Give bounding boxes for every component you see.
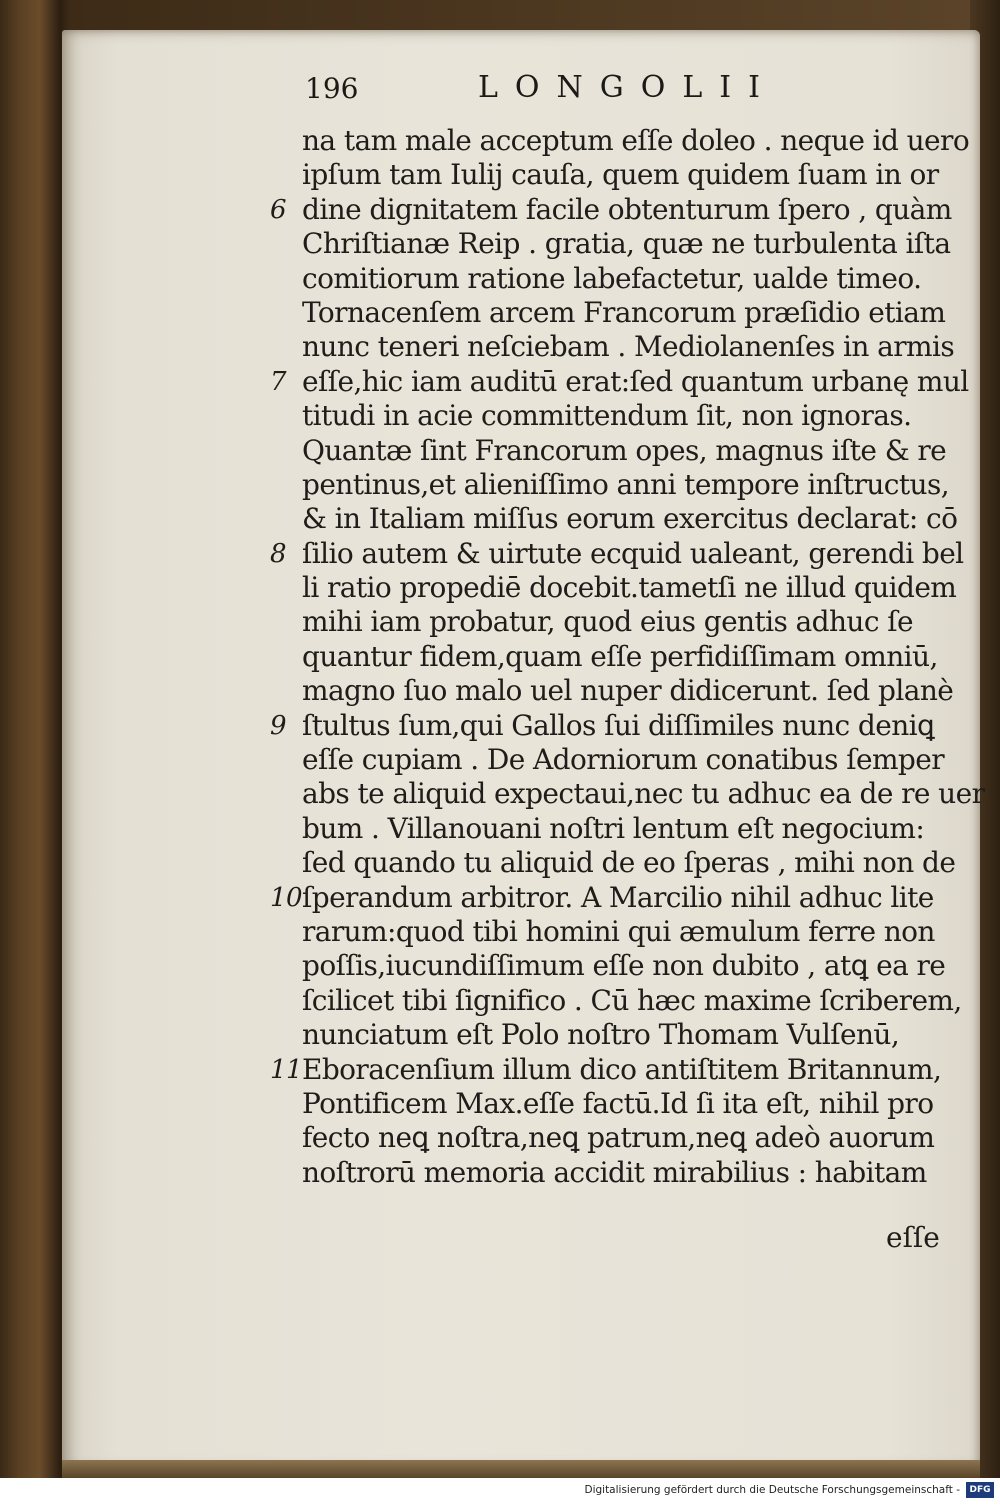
text-line — [302, 330, 955, 364]
text-line — [302, 812, 952, 846]
text-line — [302, 846, 956, 880]
text-line — [302, 777, 985, 811]
text-line — [302, 743, 952, 777]
page-bottom-edge — [62, 1460, 980, 1478]
text-line — [302, 124, 970, 158]
line-text: eſſe,hic iam auditū erat:ſed quantum urbanę mul — [302, 364, 969, 398]
line-text: nunciatum eſt Polo noſtro Thomam Vulſenū, — [302, 1018, 900, 1052]
text-line — [302, 571, 957, 605]
line-text: rarum:quod tibi homini qui æmulum ferre non — [302, 914, 935, 948]
text-line — [302, 262, 952, 296]
text-line — [302, 468, 952, 502]
footer-credit: Digitalisierung gefördert durch die Deutsche Forschungsgemeinschaft - — [584, 1484, 960, 1496]
line-text: mihi iam probatur, quod eius gentis adhuc ſe — [302, 605, 913, 639]
text-line — [270, 536, 964, 571]
text-line — [302, 296, 952, 330]
text-line — [302, 1018, 952, 1052]
text-block — [270, 124, 985, 1190]
line-text: nunc teneri neſciebam . Mediolanenſes in armis — [302, 330, 955, 364]
line-text: ſed quando tu aliquid de eo ſperas , mihi non de — [302, 846, 956, 880]
line-text: abs te aliquid expectaui,nec tu adhuc ea de re uer — [302, 777, 985, 811]
dfg-logo: DFG — [966, 1482, 994, 1498]
text-line — [270, 364, 969, 399]
line-text: ſperandum arbitror. A Marcilio nihil adhuc lite — [302, 880, 934, 914]
line-text: eſſe cupiam . De Adorniorum conatibus ſemper — [302, 743, 944, 777]
text-line — [302, 983, 962, 1018]
line-text: magno ſuo malo uel nuper didicerunt. ſed planè — [302, 674, 954, 708]
text-line — [302, 674, 952, 708]
text-line — [270, 880, 952, 915]
text-line — [302, 640, 952, 674]
text-line — [302, 1121, 952, 1155]
line-text: ſilio autem & uirtute ecquid ualeant, gerendi bel — [302, 536, 964, 570]
line-text: comitiorum ratione labefactetur, ualde timeo. — [302, 261, 922, 295]
marginal-number: 9 — [270, 710, 286, 741]
marginal-number: 8 — [270, 538, 286, 569]
text-line — [270, 192, 952, 227]
page-number: 196 — [305, 72, 359, 105]
line-text: Quantæ ſint Francorum opes, magnus iſte & re — [302, 433, 947, 467]
marginal-number: 6 — [270, 194, 286, 225]
line-text: ſcilicet tibi ſignifico . Cū hæc maxime ſcriberem, — [302, 983, 962, 1017]
line-text: noſtrorū memoria accidit mirabilius : habitam — [302, 1155, 927, 1189]
line-text: & in Italiam miſſus eorum exercitus declarat: cō — [302, 502, 958, 536]
text-line — [302, 399, 952, 433]
line-text: Tornacenſem arcem Francorum præſidio etiam — [302, 295, 946, 329]
marginal-number: 7 — [270, 366, 286, 397]
line-text: dine dignitatem facile obtenturum ſpero , quàm — [302, 192, 952, 226]
text-line — [302, 502, 958, 536]
text-line — [270, 1052, 952, 1087]
line-text: pentinus,et alieniſſimo anni tempore inſtructus, — [302, 467, 950, 501]
text-line — [302, 915, 952, 949]
text-line — [302, 1087, 952, 1121]
running-head: LONGOLII — [478, 70, 777, 105]
line-text: ſtultus ſum,qui Gallos ſui diſſimiles nunc deniꝗ — [302, 708, 935, 742]
text-line — [302, 434, 952, 468]
line-text: Pontificem Max.eſſe factū.Id ſi ita eſt, nihil pro — [302, 1086, 934, 1120]
line-text: Eboracenſium illum dico antiſtitem Britannum, — [302, 1052, 942, 1086]
line-text: na tam male acceptum eſſe doleo . neque id uero — [302, 124, 970, 157]
line-text: Chriſtianæ Reip . gratia, quæ ne turbulenta iſta — [302, 227, 951, 261]
line-text: li ratio propediē docebit.tametſi ne illud quidem — [302, 571, 957, 605]
marginal-number: 11 — [270, 1054, 302, 1085]
line-text: quantur fidem,quam eſſe perfidiſſimam omniū, — [302, 639, 938, 673]
catchword: eſſe — [886, 1221, 940, 1254]
line-text: ipſum tam Iulij cauſa, quem quidem ſuam in or — [302, 158, 939, 192]
text-line — [302, 605, 952, 639]
text-line — [302, 1156, 952, 1190]
line-text: titudi in acie committendum ſit, non ignoras. — [302, 399, 912, 433]
line-text: fecto neꝗ noſtra,neꝗ patrum,neꝗ adeò auorum — [302, 1121, 935, 1155]
footer — [0, 1478, 1000, 1505]
text-line — [302, 227, 952, 261]
line-text: poſſis,iucundiſſimum eſſe non dubito , atꝗ ea re — [302, 949, 946, 983]
text-line — [302, 949, 952, 983]
marginal-number: 10 — [270, 882, 302, 913]
text-line — [302, 158, 952, 192]
text-line — [270, 708, 952, 743]
line-text: bum . Villanouani noſtri lentum eſt negocium: — [302, 811, 925, 845]
